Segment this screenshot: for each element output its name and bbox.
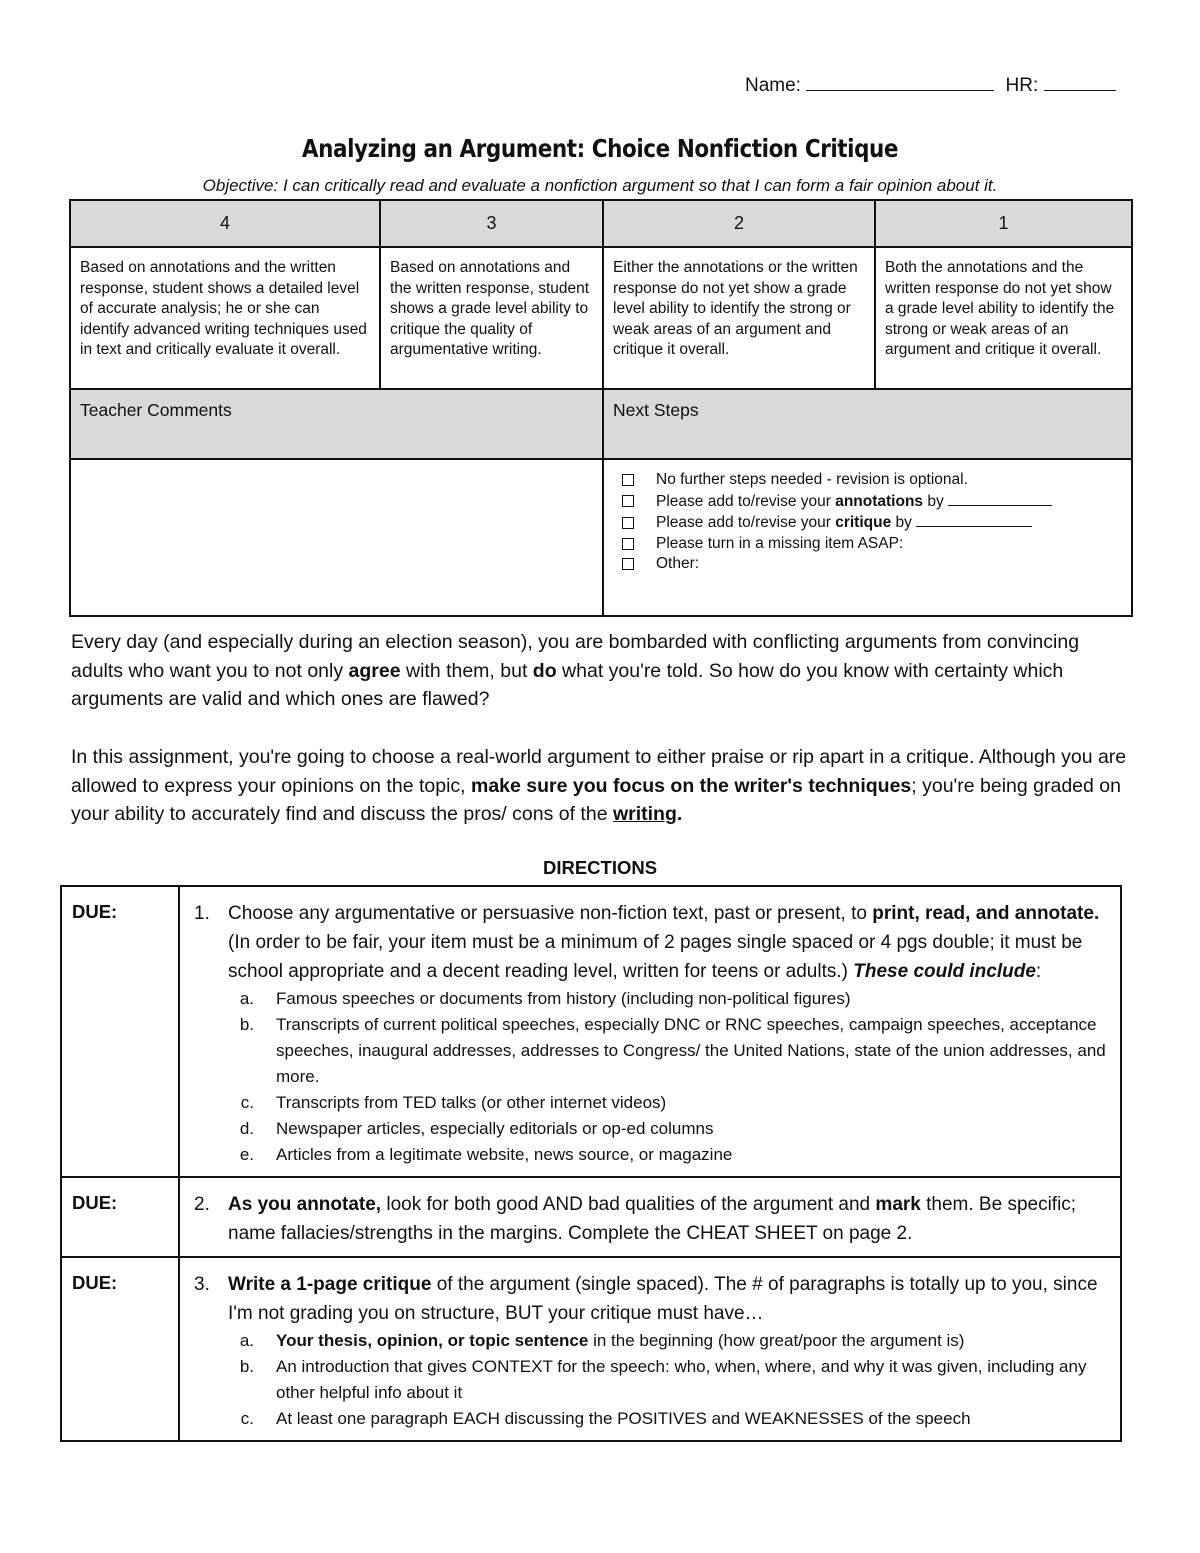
- intro-paragraph-2: In this assignment, you're going to choose a real-world argument to either praise or rip apart in a critique. Although you are allowed to express your opinions on the topic, make sure you focus on the writer's techniques; you're being graded on your ability to accurately find and discuss the pros/ cons of the writing.: [71, 746, 1127, 825]
- next-step-item: Please add to/revise your annotations by: [622, 491, 1123, 513]
- list-item: c. Transcripts from TED talks (or other internet videos): [240, 1093, 667, 1112]
- rubric-desc-3: Based on annotations and the written response, student shows a grade level ability to critique the quality of argumentative writing.: [380, 247, 603, 389]
- rubric-table: [69, 199, 1133, 617]
- name-label: Name:: [745, 75, 801, 96]
- list-item: a. Your thesis, opinion, or topic sentence in the beginning (how great/poor the argument is): [239, 1331, 965, 1350]
- directions-title: DIRECTIONS: [542, 857, 658, 878]
- name-hr-line: [745, 72, 1116, 97]
- checkbox[interactable]: [622, 474, 634, 486]
- checkbox[interactable]: [622, 495, 634, 507]
- direction-step-1: 1. Choose any argumentative or persuasive non-fiction text, past or present, to print, read, and annotate. (In order to be fair, your item must be a minimum of 2 pages single spaced or 4 pgs double; it must be school appropriate and a decent reading level, written for teens or adults.) These could include: a. Famous speeches or documents from history (including non-political figures) b. Transcripts of current political speeches, especially DNC or RNC speeches, campaign speeches, acceptance speeches, inaugural addresses, addresses to Congress/ the United Nations, state of the union addresses, and more. c. Transcripts from TED talks (or other internet videos) d. Newspaper articles, especially editorials or op-ed columns e. Articles from a legitimate website, news source, or magazine: [179, 886, 1121, 1177]
- directions-table: [60, 885, 1122, 1442]
- direction-step-2: 2. As you annotate, look for both good AND bad qualities of the argument and mark them. Be specific; name fallacies/strengths in the margins. Complete the CHEAT SHEET on page 2.: [179, 1177, 1121, 1257]
- next-steps-list: [603, 459, 1132, 616]
- next-step-item: No further steps needed - revision is optional.: [622, 470, 1123, 491]
- rubric-desc-2: Either the annotations or the written response do not yet show a grade level ability to identify the strong or weak areas of an argument and critique it overall.: [603, 247, 875, 389]
- intro-paragraph-1: Every day (and especially during an election season), you are bombarded with conflicting arguments from convincing adults who want you to not only agree with them, but do what you're told. So how do you know with certainty which arguments are valid and which ones are flawed?: [71, 631, 1080, 710]
- direction-step-3: 3. Write a 1-page critique of the argument (single spaced). The # of paragraphs is totally up to you, since I'm not grading you on structure, BUT your critique must have… a. Your thesis, opinion, or topic sentence in the beginning (how great/poor the argument is) b. An introduction that gives CONTEXT for the speech: who, when, where, and why it was given, including any other helpful info about it c. At least one paragraph EACH discussing the POSITIVES and WEAKNESSES of the speech: [179, 1257, 1121, 1441]
- next-steps-header: Next Steps: [603, 389, 1132, 459]
- hr-field[interactable]: [1044, 72, 1116, 91]
- list-item: a. Famous speeches or documents from history (including non-political figures): [239, 989, 851, 1008]
- score-2: 2: [603, 200, 875, 247]
- due-label-3: DUE:: [61, 1257, 179, 1441]
- score-4: 4: [70, 200, 380, 247]
- score-3: 3: [380, 200, 603, 247]
- teacher-comments-area[interactable]: [70, 459, 603, 616]
- list-item: b. An introduction that gives CONTEXT for the speech: who, when, where, and why it was given, including any other helpful info about it: [239, 1357, 1087, 1402]
- next-step-item: Other:: [622, 554, 1123, 575]
- list-item: c. At least one paragraph EACH discussing the POSITIVES and WEAKNESSES of the speech: [240, 1409, 971, 1428]
- checkbox[interactable]: [622, 517, 634, 529]
- name-field[interactable]: [806, 72, 994, 91]
- list-item: b. Transcripts of current political speeches, especially DNC or RNC speeches, campaign speeches, acceptance speeches, inaugural addresses, addresses to Congress/ the United Nations, state of the union addresses, and more.: [239, 1015, 1106, 1086]
- next-step-item: Please add to/revise your critique by: [622, 512, 1123, 534]
- objective: Objective: I can critically read and evaluate a nonfiction argument so that I can form a fair opinion about it.: [202, 176, 998, 195]
- checkbox[interactable]: [622, 538, 634, 550]
- due-label-1: DUE:: [61, 886, 179, 1177]
- rubric-desc-4: Based on annotations and the written response, student shows a detailed level of accurate analysis; he or she can identify advanced writing techniques used in text and critically evaluate it overall.: [70, 247, 380, 389]
- list-item: d. Newspaper articles, especially editorials or op-ed columns: [239, 1119, 714, 1138]
- page-title: Analyzing an Argument: Choice Nonfiction Critique: [301, 134, 899, 163]
- due-label-2: DUE:: [61, 1177, 179, 1257]
- hr-label: HR:: [1005, 75, 1039, 96]
- score-1: 1: [875, 200, 1132, 247]
- rubric-desc-1: Both the annotations and the written response do not yet show a grade level ability to identify the strong or weak areas of an argument and critique it overall.: [875, 247, 1132, 389]
- teacher-comments-header: Teacher Comments: [70, 389, 603, 459]
- list-item: e. Articles from a legitimate website, news source, or magazine: [239, 1145, 733, 1164]
- checkbox[interactable]: [622, 558, 634, 570]
- next-step-item: Please turn in a missing item ASAP:: [622, 534, 1123, 555]
